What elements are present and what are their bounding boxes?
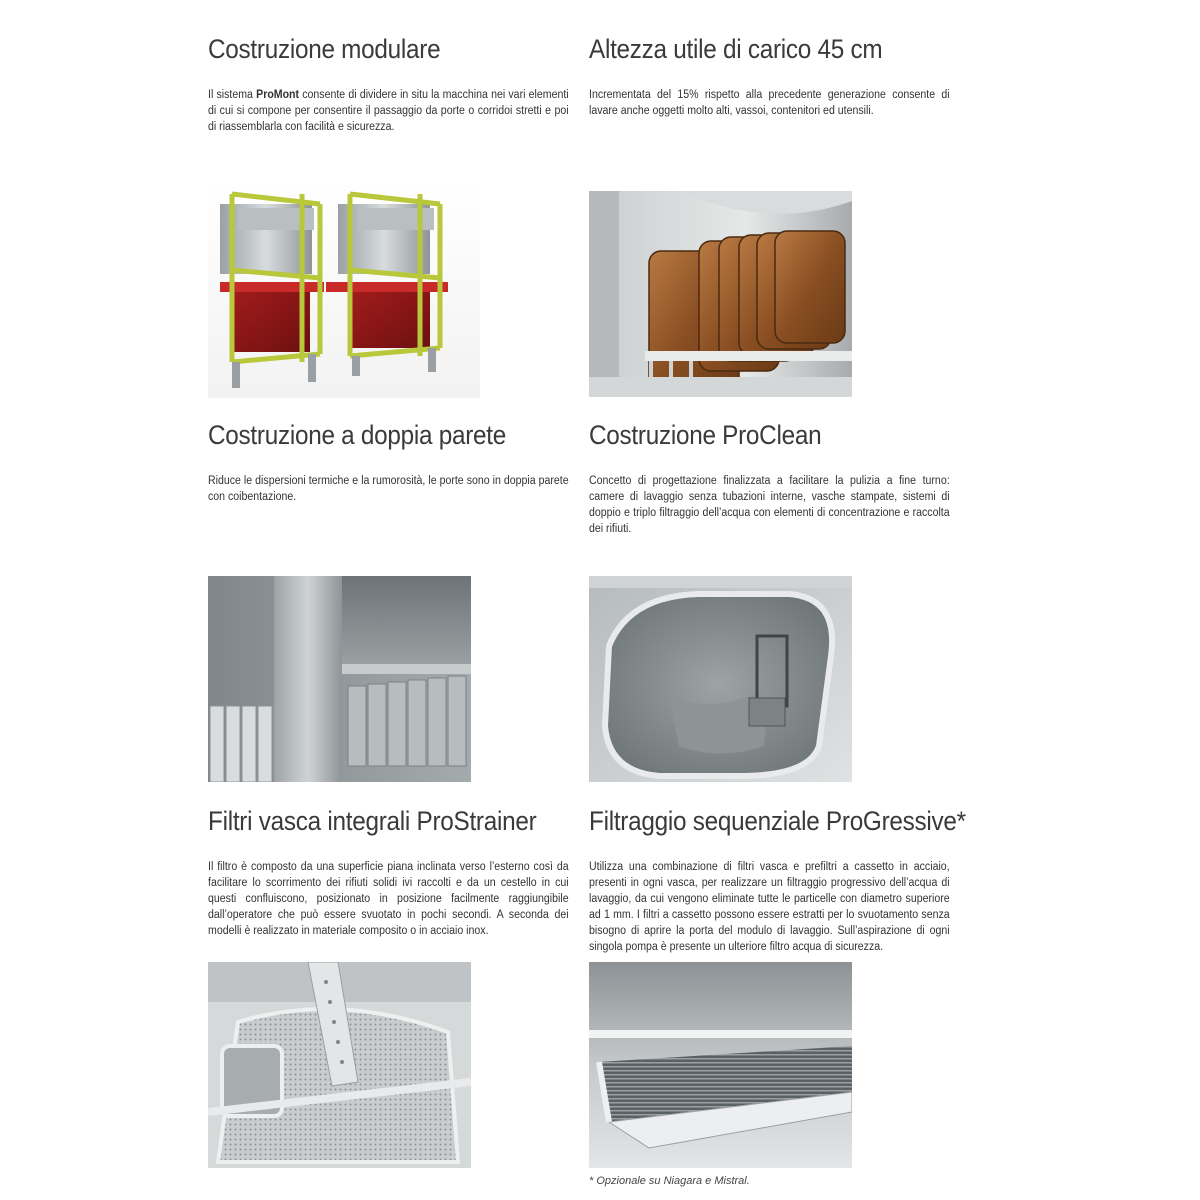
section-title: Costruzione ProClean [589,420,822,450]
section-body: Il filtro è composto da una superficie piana inclinata verso l’esterno così da facilitare lo scorrimento dei rifiuti solidi ivi raccolti e da un cestello in cui questi confluiscono, posizionato in posizione facilmente raggiungibile dall’operatore che può essere svuotato in pochi secondi. A seconda dei modelli è realizzato in materiale composito o in acciaio inox. [208,861,569,937]
section-title: Costruzione a doppia parete [208,420,507,450]
photo-prostrainer-filter [208,962,471,1168]
section-body: Concetto di progettazione finalizzata a facilitare la pulizia a fine turno: camere di lavaggio senza tubazioni interne, vasche stampate, sistemi di doppio e triplo filtraggio dell’acqua con elementi di concentrazione e raccolta dei rifiuti. [589,475,950,535]
section-body [208,87,569,135]
body-bold-text: ProMont [256,89,300,101]
section-modular [208,33,570,135]
photo-double-wall [208,576,471,782]
section-title: Filtraggio sequenziale ProGressive* [589,806,966,836]
photo-trays-loading [589,191,852,397]
section-loading-height [589,33,951,119]
photo-modular-machine [208,178,480,398]
body-text: Il sistema [208,89,257,101]
section-progressive [589,805,966,955]
section-body: Incrementata del 15% rispetto alla precedente generazione consente di lavare anche oggetti molto alti, vassoi, contenitori ed utensili. [589,89,950,117]
section-title: Altezza utile di carico 45 cm [589,34,883,64]
section-title: Costruzione modulare [208,34,441,64]
section-double-wall [208,419,570,505]
section-proclean [589,419,951,537]
section-body: Riduce le dispersioni termiche e la rumorosità, le porte sono in doppia parete con coibentazione. [208,475,569,503]
photo-progressive-drawer [589,962,852,1168]
photo-proclean-tank [589,576,852,782]
body-text: consente di dividere in situ la macchina nei vari elementi di cui si compone per consentire il passaggio da porte o corridoi stretti e poi di riassemblarla con facilità e sicurezza. [208,89,569,133]
footnote: * Opzionale su Niagara e Mistral. [589,1175,750,1187]
section-body: Utilizza una combinazione di filtri vasca e prefiltri a cassetto in acciaio, presenti in ogni vasca, per realizzare un filtraggio progressivo dell’acqua di lavaggio, da cui vengono eliminate tutte le particelle con diametro superiore ad 1 mm. I filtri a cassetto possono essere estratti per lo svuotamento senza bisogno di aprire la porta del modulo di lavaggio. Sull’aspirazione di ogni singola pompa è presente un ulteriore filtro acqua di sicurezza. [589,861,950,953]
section-prostrainer [208,805,570,939]
section-title: Filtri vasca integrali ProStrainer [208,806,537,836]
